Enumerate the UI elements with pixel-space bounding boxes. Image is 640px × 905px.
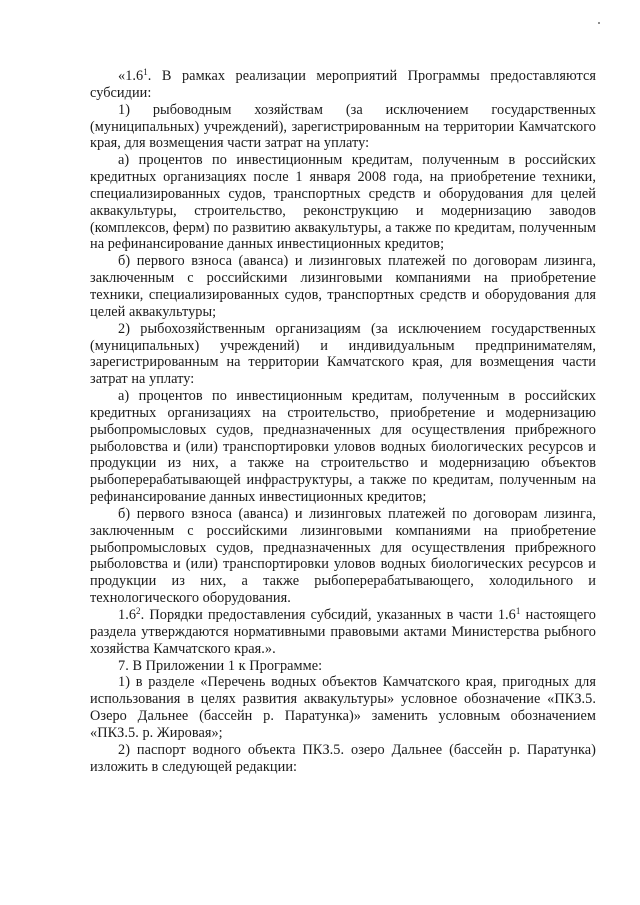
para-text-start: 1.6 — [118, 607, 137, 623]
para-text-start: «1.6 — [118, 68, 144, 84]
paragraph: 1) рыбоводным хозяйствам (за исключением государственных (муниципальных) учреждений), зарегистрированным на территории Камчатского края, для возмещения части затрат на уплату: — [90, 101, 596, 152]
superscript: 1 — [143, 67, 148, 77]
paragraph: 2) паспорт водного объекта ПКЗ.5. озеро Дальнее (бассейн р. Паратунка) изложить в следующей редакции: — [90, 741, 596, 775]
para-text-rest: настоящего раздела утверждаются нормативными правовыми актами Министерства рыбного хозяйства Камчатского края.». — [90, 607, 596, 657]
paragraph: 1) в разделе «Перечень водных объектов Камчатского края, пригодных для использования в целях развития аквакультуры» условное обозначение «ПКЗ.5. Озеро Дальнее (бассейн р. Паратунка)» заменить условным обозначением «ПКЗ.5. р. Жировая»; — [90, 674, 596, 741]
superscript: 2 — [136, 606, 141, 616]
para-text-rest: . В рамках реализации мероприятий Программы предоставляются субсидии: — [90, 68, 596, 101]
paragraph: б) первого взноса (аванса) и лизинговых платежей по договорам лизинга, заключенным с российскими лизинговыми компаниями на приобретение техники, специализированных судов, транспортных средств и оборудования для целей аквакультуры; — [90, 253, 596, 320]
paragraph-1-6-1 — [90, 68, 596, 102]
paragraph-1-6-2 — [90, 607, 596, 658]
paragraph: а) процентов по инвестиционным кредитам, полученным в российских кредитных организациях после 1 января 2008 года, на приобретение техники, специализированных судов, транспортных средств и оборудования для целей аквакультуры, строительство, реконструкцию и модернизацию заводов (комплексов, ферм) по развитию аквакультуры, а также по кредитам, полученным на рефинансирование данных инвестиционных кредитов; — [90, 152, 596, 253]
para-text-mid: . Порядки предоставления субсидий, указанных в части 1.6 — [140, 607, 516, 623]
paragraph: 7. В Приложении 1 к Программе: — [118, 657, 323, 674]
superscript: 1 — [515, 606, 521, 616]
paragraph: б) первого взноса (аванса) и лизинговых платежей по договорам лизинга, заключенным с российскими лизинговыми компаниями на приобретение рыбопромысловых судов, предназначенных для осуществления прибрежного рыболовства и (или) транспортировки уловов водных биологических ресурсов и продукции из них, а также рыбоперерабатывающего, холодильного и технологического оборудования. — [90, 505, 596, 607]
document-body — [90, 68, 596, 775]
paragraph: а) процентов по инвестиционным кредитам, полученным в российских кредитных организациях на строительство, приобретение и модернизацию рыбопромысловых судов, предназначенных для осуществления прибрежного рыболовства и (или) транспортировки уловов водных биологических ресурсов и продукции из них, а также на строительство и модернизацию объектов рыбоперерабатывающей инфраструктуры, а также по кредитам, полученным на рефинансирование данных инвестиционных кредитов; — [90, 388, 596, 506]
scan-speck — [598, 22, 600, 24]
paragraph: 2) рыбохозяйственным организациям (за исключением государственных (муниципальных) учреждений) и индивидуальным предпринимателям, зарегистрированным на территории Камчатского края, для возмещения части затрат на уплату: — [90, 320, 596, 388]
